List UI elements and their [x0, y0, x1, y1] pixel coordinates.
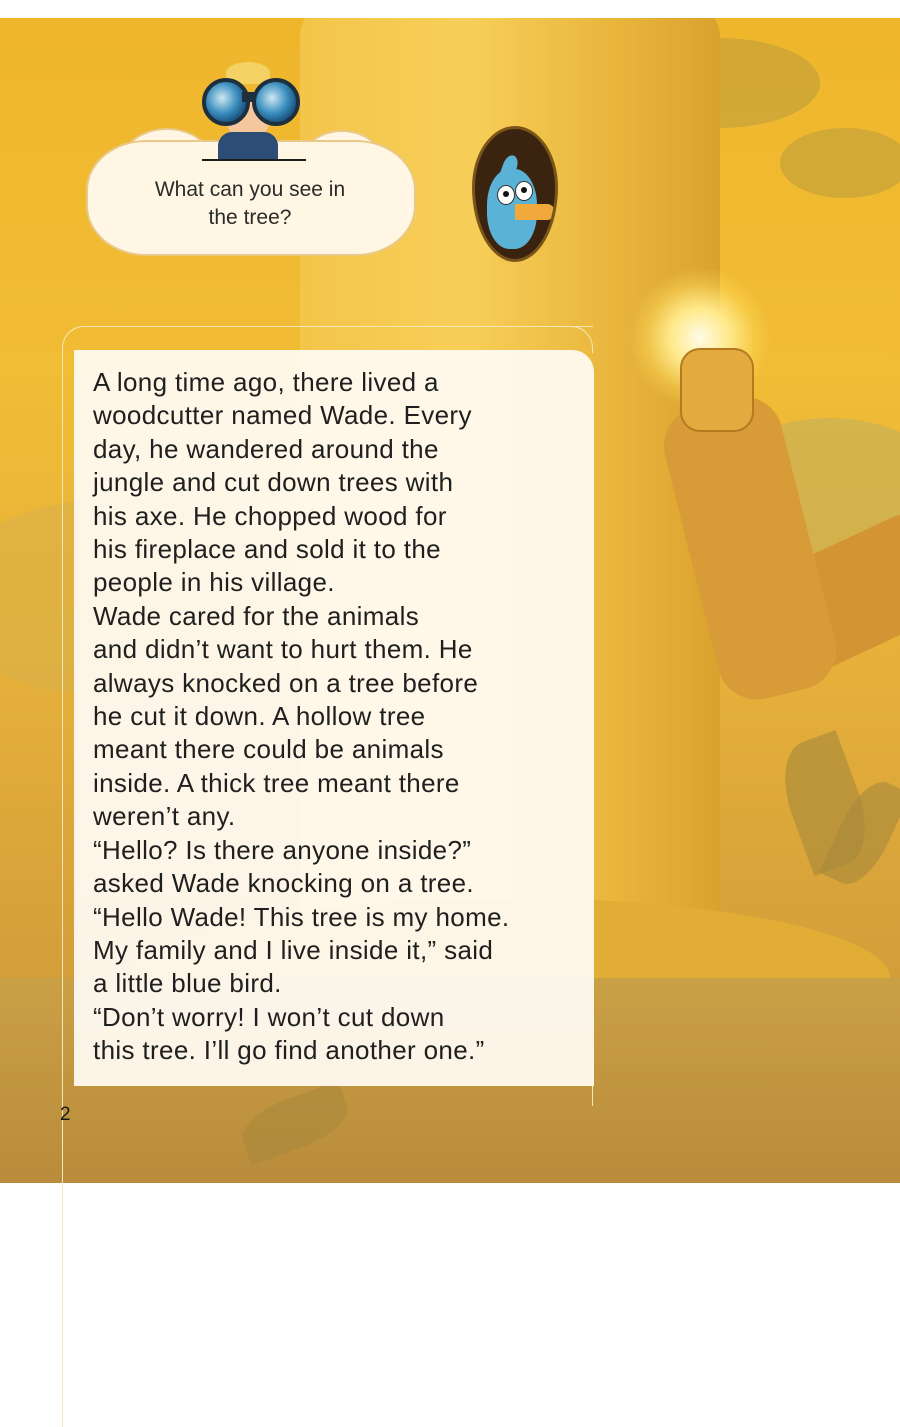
cloud-divider — [202, 159, 306, 161]
story-line: weren’t any. — [93, 801, 236, 832]
question-text — [100, 176, 400, 232]
story-line: jungle and cut down trees with — [93, 467, 454, 498]
story-line: his fireplace and sold it to the — [93, 534, 441, 565]
story-line: A long time ago, there lived a — [93, 367, 439, 397]
foliage — [780, 128, 900, 198]
story-line: he cut it down. A hollow tree — [93, 701, 426, 732]
binoculars-icon — [202, 78, 250, 126]
story-line: asked Wade knocking on a tree. — [93, 868, 474, 899]
woodcutter-fist — [680, 348, 754, 432]
story-line: “Hello Wade! This tree is my home. — [93, 901, 510, 932]
story-line: My family and I live inside it,” said — [93, 934, 494, 965]
story-line: a little blue bird. — [93, 968, 282, 999]
binoculars-icon — [252, 78, 300, 126]
story-line: “Hello? Is there anyone inside?” — [93, 834, 472, 865]
kid-shirt — [218, 132, 278, 160]
question-line: What can you see in — [154, 178, 346, 201]
bird-eye — [515, 181, 533, 201]
bird-eye — [497, 185, 515, 205]
story-line: always knocked on a tree before — [93, 667, 479, 698]
story-line: and didn’t want to hurt them. He — [93, 634, 473, 665]
story-line: “Don’t worry! I won’t cut down — [93, 1001, 445, 1032]
kid-with-binoculars — [200, 62, 296, 160]
story-line: woodcutter named Wade. Every — [93, 400, 472, 431]
story-line: Wade cared for the animals — [93, 600, 420, 631]
story-line: meant there could be animals — [93, 734, 444, 765]
question-line: the tree? — [208, 206, 292, 229]
story-line: his axe. He chopped wood for — [93, 500, 447, 531]
story-line: inside. A thick tree meant there — [93, 767, 460, 798]
story-line: this tree. I’ll go find another one.” — [93, 1035, 485, 1066]
story-line: people in his village. — [93, 567, 335, 598]
bird-beak — [515, 204, 555, 220]
story-text — [93, 366, 593, 1068]
story-line: day, he wandered around the — [93, 433, 439, 464]
page-number: 2 — [60, 1104, 71, 1125]
